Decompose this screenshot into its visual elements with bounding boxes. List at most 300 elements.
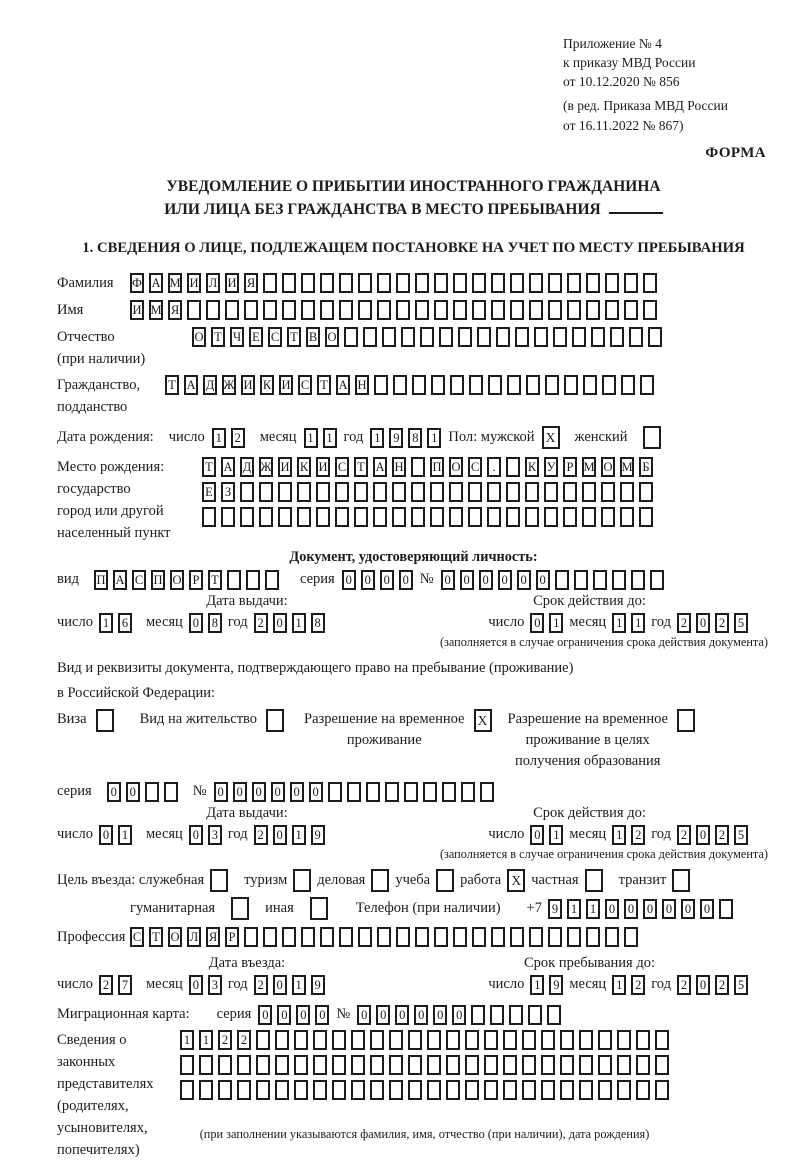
form-cell[interactable] <box>434 927 448 947</box>
form-cell[interactable]: 0 <box>252 782 266 802</box>
form-cell[interactable] <box>574 570 588 590</box>
form-cell[interactable] <box>553 327 567 347</box>
form-cell[interactable] <box>446 1030 460 1050</box>
form-cell[interactable] <box>225 300 239 320</box>
form-cell[interactable] <box>487 482 501 502</box>
form-cell[interactable]: Б <box>639 457 653 477</box>
form-cell[interactable] <box>496 327 510 347</box>
form-cell[interactable]: О <box>192 327 206 347</box>
form-cell[interactable]: Ж <box>259 457 273 477</box>
form-cell[interactable]: 2 <box>99 975 113 995</box>
form-cell[interactable]: 1 <box>586 899 600 919</box>
form-cell[interactable] <box>529 273 543 293</box>
form-cell[interactable] <box>453 273 467 293</box>
form-cell[interactable] <box>567 300 581 320</box>
form-cell[interactable] <box>363 327 377 347</box>
form-cell[interactable] <box>294 1080 308 1100</box>
form-cell[interactable] <box>339 927 353 947</box>
form-cell[interactable] <box>465 1080 479 1100</box>
form-cell[interactable]: 0 <box>290 782 304 802</box>
form-cell[interactable]: 1 <box>549 613 563 633</box>
form-cell[interactable] <box>639 507 653 527</box>
form-cell[interactable]: И <box>241 375 255 395</box>
form-cell[interactable] <box>328 782 342 802</box>
form-cell[interactable] <box>487 507 501 527</box>
form-cell[interactable] <box>506 507 520 527</box>
form-cell[interactable]: М <box>620 457 634 477</box>
form-cell[interactable] <box>427 1055 441 1075</box>
visa-checkbox[interactable] <box>96 709 114 732</box>
form-cell[interactable] <box>237 1055 251 1075</box>
form-cell[interactable] <box>430 507 444 527</box>
form-cell[interactable] <box>389 1055 403 1075</box>
form-cell[interactable] <box>237 1080 251 1100</box>
form-cell[interactable]: Р <box>563 457 577 477</box>
form-cell[interactable] <box>415 927 429 947</box>
form-cell[interactable]: 0 <box>296 1005 310 1025</box>
form-cell[interactable] <box>347 782 361 802</box>
form-cell[interactable] <box>472 273 486 293</box>
form-cell[interactable]: 8 <box>208 613 222 633</box>
form-cell[interactable]: 1 <box>292 825 306 845</box>
form-cell[interactable]: В <box>306 327 320 347</box>
form-cell[interactable] <box>591 327 605 347</box>
form-cell[interactable] <box>408 1030 422 1050</box>
form-cell[interactable] <box>522 1055 536 1075</box>
form-cell[interactable] <box>374 375 388 395</box>
purpose-private-checkbox[interactable] <box>585 869 603 892</box>
form-cell[interactable] <box>465 1030 479 1050</box>
form-cell[interactable]: И <box>225 273 239 293</box>
form-cell[interactable]: А <box>149 273 163 293</box>
form-cell[interactable]: О <box>449 457 463 477</box>
form-cell[interactable]: О <box>168 927 182 947</box>
form-cell[interactable]: 2 <box>631 975 645 995</box>
form-cell[interactable] <box>490 1005 504 1025</box>
form-cell[interactable]: 0 <box>273 975 287 995</box>
form-cell[interactable]: Р <box>189 570 203 590</box>
form-cell[interactable] <box>335 507 349 527</box>
form-cell[interactable]: 2 <box>631 825 645 845</box>
form-cell[interactable] <box>450 375 464 395</box>
form-cell[interactable] <box>586 927 600 947</box>
form-cell[interactable] <box>256 1030 270 1050</box>
form-cell[interactable] <box>420 327 434 347</box>
form-cell[interactable]: 2 <box>677 975 691 995</box>
form-cell[interactable] <box>643 300 657 320</box>
sex-male-checkbox[interactable]: X <box>542 426 560 449</box>
form-cell[interactable]: 1 <box>180 1030 194 1050</box>
form-cell[interactable] <box>377 300 391 320</box>
form-cell[interactable] <box>377 927 391 947</box>
form-cell[interactable] <box>332 1080 346 1100</box>
form-cell[interactable]: 0 <box>452 1005 466 1025</box>
form-cell[interactable]: 0 <box>662 899 676 919</box>
form-cell[interactable]: А <box>221 457 235 477</box>
form-cell[interactable] <box>636 1080 650 1100</box>
form-cell[interactable] <box>655 1055 669 1075</box>
form-cell[interactable]: 8 <box>311 613 325 633</box>
form-cell[interactable]: 1 <box>549 825 563 845</box>
form-cell[interactable]: М <box>168 273 182 293</box>
form-cell[interactable]: 0 <box>700 899 714 919</box>
form-cell[interactable]: Р <box>225 927 239 947</box>
form-cell[interactable] <box>528 1005 542 1025</box>
form-cell[interactable] <box>392 507 406 527</box>
form-cell[interactable]: 0 <box>107 782 121 802</box>
form-cell[interactable]: Т <box>287 327 301 347</box>
form-cell[interactable] <box>282 300 296 320</box>
form-cell[interactable]: К <box>297 457 311 477</box>
form-cell[interactable]: 9 <box>311 825 325 845</box>
form-cell[interactable] <box>563 482 577 502</box>
form-cell[interactable] <box>548 927 562 947</box>
form-cell[interactable] <box>344 327 358 347</box>
form-cell[interactable]: 0 <box>498 570 512 590</box>
form-cell[interactable] <box>579 1030 593 1050</box>
form-cell[interactable] <box>396 927 410 947</box>
form-cell[interactable] <box>650 570 664 590</box>
form-cell[interactable]: 9 <box>311 975 325 995</box>
form-cell[interactable] <box>648 327 662 347</box>
form-cell[interactable] <box>453 300 467 320</box>
form-cell[interactable]: 0 <box>530 825 544 845</box>
form-cell[interactable] <box>525 482 539 502</box>
form-cell[interactable]: 2 <box>231 428 245 448</box>
form-cell[interactable]: 0 <box>696 825 710 845</box>
form-cell[interactable]: 1 <box>612 613 626 633</box>
form-cell[interactable]: Е <box>249 327 263 347</box>
form-cell[interactable]: 5 <box>734 613 748 633</box>
form-cell[interactable]: 5 <box>734 825 748 845</box>
form-cell[interactable] <box>411 507 425 527</box>
form-cell[interactable] <box>620 482 634 502</box>
form-cell[interactable] <box>164 782 178 802</box>
form-cell[interactable] <box>510 300 524 320</box>
purpose-official-checkbox[interactable] <box>210 869 228 892</box>
form-cell[interactable]: Я <box>244 273 258 293</box>
form-cell[interactable] <box>449 507 463 527</box>
form-cell[interactable] <box>412 375 426 395</box>
form-cell[interactable] <box>294 1055 308 1075</box>
form-cell[interactable]: 3 <box>208 825 222 845</box>
form-cell[interactable] <box>468 482 482 502</box>
form-cell[interactable] <box>354 507 368 527</box>
form-cell[interactable]: 1 <box>427 428 441 448</box>
form-cell[interactable]: 2 <box>715 825 729 845</box>
form-cell[interactable]: Е <box>202 482 216 502</box>
form-cell[interactable] <box>480 782 494 802</box>
form-cell[interactable] <box>541 1030 555 1050</box>
form-cell[interactable] <box>446 1080 460 1100</box>
form-cell[interactable] <box>373 507 387 527</box>
form-cell[interactable] <box>256 1055 270 1075</box>
form-cell[interactable]: С <box>130 927 144 947</box>
form-cell[interactable]: 0 <box>460 570 474 590</box>
form-cell[interactable]: 9 <box>548 899 562 919</box>
form-cell[interactable] <box>434 273 448 293</box>
form-cell[interactable]: П <box>430 457 444 477</box>
form-cell[interactable]: Ф <box>130 273 144 293</box>
form-cell[interactable] <box>320 927 334 947</box>
form-cell[interactable] <box>227 570 241 590</box>
form-cell[interactable]: С <box>468 457 482 477</box>
form-cell[interactable]: 2 <box>254 975 268 995</box>
form-cell[interactable] <box>567 273 581 293</box>
form-cell[interactable]: 1 <box>567 899 581 919</box>
form-cell[interactable] <box>541 1055 555 1075</box>
form-cell[interactable] <box>278 482 292 502</box>
form-cell[interactable]: Т <box>149 927 163 947</box>
form-cell[interactable]: О <box>601 457 615 477</box>
form-cell[interactable] <box>275 1055 289 1075</box>
form-cell[interactable] <box>202 507 216 527</box>
form-cell[interactable] <box>491 927 505 947</box>
form-cell[interactable] <box>297 482 311 502</box>
form-cell[interactable] <box>503 1055 517 1075</box>
form-cell[interactable] <box>621 375 635 395</box>
form-cell[interactable] <box>631 570 645 590</box>
form-cell[interactable] <box>320 273 334 293</box>
form-cell[interactable] <box>624 300 638 320</box>
form-cell[interactable]: И <box>316 457 330 477</box>
form-cell[interactable] <box>510 273 524 293</box>
form-cell[interactable] <box>244 300 258 320</box>
form-cell[interactable] <box>263 273 277 293</box>
form-cell[interactable] <box>624 273 638 293</box>
form-cell[interactable] <box>282 273 296 293</box>
form-cell[interactable] <box>430 482 444 502</box>
form-cell[interactable] <box>370 1055 384 1075</box>
form-cell[interactable]: 7 <box>118 975 132 995</box>
form-cell[interactable]: 0 <box>309 782 323 802</box>
form-cell[interactable] <box>206 300 220 320</box>
form-cell[interactable]: 0 <box>342 570 356 590</box>
purpose-study-checkbox[interactable] <box>436 869 454 892</box>
sex-female-checkbox[interactable] <box>643 426 661 449</box>
form-cell[interactable] <box>389 1080 403 1100</box>
form-cell[interactable] <box>404 782 418 802</box>
form-cell[interactable] <box>453 927 467 947</box>
form-cell[interactable]: 1 <box>199 1030 213 1050</box>
form-cell[interactable] <box>506 482 520 502</box>
form-cell[interactable]: 0 <box>273 825 287 845</box>
form-cell[interactable]: М <box>582 457 596 477</box>
form-cell[interactable] <box>624 927 638 947</box>
form-cell[interactable]: 1 <box>631 613 645 633</box>
form-cell[interactable] <box>560 1080 574 1100</box>
form-cell[interactable]: Т <box>202 457 216 477</box>
form-cell[interactable] <box>545 375 559 395</box>
form-cell[interactable] <box>465 1055 479 1075</box>
form-cell[interactable] <box>491 273 505 293</box>
form-cell[interactable] <box>598 1055 612 1075</box>
form-cell[interactable] <box>582 507 596 527</box>
form-cell[interactable]: П <box>94 570 108 590</box>
form-cell[interactable] <box>265 570 279 590</box>
form-cell[interactable] <box>583 375 597 395</box>
form-cell[interactable] <box>643 273 657 293</box>
form-cell[interactable]: Д <box>203 375 217 395</box>
form-cell[interactable]: Ж <box>222 375 236 395</box>
form-cell[interactable]: 0 <box>605 899 619 919</box>
form-cell[interactable]: 2 <box>715 613 729 633</box>
form-cell[interactable] <box>408 1080 422 1100</box>
form-cell[interactable]: Т <box>165 375 179 395</box>
form-cell[interactable] <box>640 375 654 395</box>
purpose-business-checkbox[interactable] <box>371 869 389 892</box>
form-cell[interactable]: 3 <box>208 975 222 995</box>
form-cell[interactable]: 0 <box>214 782 228 802</box>
temp-residence-checkbox[interactable]: X <box>474 709 492 732</box>
form-cell[interactable] <box>427 1080 441 1100</box>
form-cell[interactable]: Т <box>208 570 222 590</box>
form-cell[interactable] <box>434 300 448 320</box>
form-cell[interactable] <box>529 927 543 947</box>
form-cell[interactable] <box>484 1055 498 1075</box>
form-cell[interactable]: Д <box>240 457 254 477</box>
form-cell[interactable] <box>601 507 615 527</box>
form-cell[interactable] <box>358 300 372 320</box>
form-cell[interactable]: 0 <box>643 899 657 919</box>
form-cell[interactable] <box>586 300 600 320</box>
form-cell[interactable]: 0 <box>433 1005 447 1025</box>
form-cell[interactable] <box>602 375 616 395</box>
form-cell[interactable] <box>351 1080 365 1100</box>
form-cell[interactable] <box>636 1055 650 1075</box>
form-cell[interactable]: Т <box>354 457 368 477</box>
form-cell[interactable]: Т <box>317 375 331 395</box>
form-cell[interactable] <box>655 1030 669 1050</box>
form-cell[interactable] <box>506 457 520 477</box>
form-cell[interactable]: 0 <box>273 613 287 633</box>
form-cell[interactable] <box>605 927 619 947</box>
form-cell[interactable] <box>313 1030 327 1050</box>
form-cell[interactable] <box>488 375 502 395</box>
form-cell[interactable] <box>278 507 292 527</box>
form-cell[interactable] <box>617 1055 631 1075</box>
form-cell[interactable] <box>263 300 277 320</box>
form-cell[interactable] <box>544 482 558 502</box>
form-cell[interactable]: А <box>373 457 387 477</box>
form-cell[interactable] <box>639 482 653 502</box>
form-cell[interactable] <box>612 570 626 590</box>
form-cell[interactable] <box>567 927 581 947</box>
form-cell[interactable] <box>187 300 201 320</box>
form-cell[interactable] <box>526 375 540 395</box>
form-cell[interactable] <box>351 1055 365 1075</box>
form-cell[interactable] <box>401 327 415 347</box>
form-cell[interactable] <box>620 507 634 527</box>
form-cell[interactable] <box>617 1080 631 1100</box>
form-cell[interactable] <box>547 1005 561 1025</box>
form-cell[interactable]: 0 <box>395 1005 409 1025</box>
form-cell[interactable] <box>339 273 353 293</box>
form-cell[interactable]: Л <box>206 273 220 293</box>
form-cell[interactable] <box>468 507 482 527</box>
form-cell[interactable] <box>555 570 569 590</box>
form-cell[interactable] <box>396 300 410 320</box>
purpose-work-checkbox[interactable]: X <box>507 869 525 892</box>
form-cell[interactable]: 0 <box>189 975 203 995</box>
form-cell[interactable] <box>598 1030 612 1050</box>
form-cell[interactable] <box>301 927 315 947</box>
form-cell[interactable]: 8 <box>408 428 422 448</box>
form-cell[interactable] <box>275 1030 289 1050</box>
form-cell[interactable] <box>449 482 463 502</box>
form-cell[interactable] <box>259 507 273 527</box>
form-cell[interactable]: З <box>221 482 235 502</box>
form-cell[interactable]: М <box>149 300 163 320</box>
form-cell[interactable] <box>541 1080 555 1100</box>
purpose-tourism-checkbox[interactable] <box>293 869 311 892</box>
form-cell[interactable] <box>332 1030 346 1050</box>
form-cell[interactable]: 2 <box>677 613 691 633</box>
form-cell[interactable]: С <box>335 457 349 477</box>
form-cell[interactable] <box>446 1055 460 1075</box>
form-cell[interactable] <box>246 570 260 590</box>
form-cell[interactable] <box>593 570 607 590</box>
purpose-humanitarian-checkbox[interactable] <box>231 897 249 920</box>
form-cell[interactable] <box>180 1055 194 1075</box>
form-cell[interactable]: 0 <box>536 570 550 590</box>
form-cell[interactable]: Н <box>355 375 369 395</box>
form-cell[interactable] <box>484 1080 498 1100</box>
form-cell[interactable]: 1 <box>304 428 318 448</box>
form-cell[interactable]: И <box>278 457 292 477</box>
form-cell[interactable]: 0 <box>99 825 113 845</box>
purpose-other-checkbox[interactable] <box>310 897 328 920</box>
form-cell[interactable] <box>301 300 315 320</box>
form-cell[interactable] <box>423 782 437 802</box>
form-cell[interactable] <box>297 507 311 527</box>
form-cell[interactable]: Я <box>168 300 182 320</box>
form-cell[interactable]: 0 <box>189 825 203 845</box>
form-cell[interactable]: 2 <box>237 1030 251 1050</box>
form-cell[interactable] <box>396 273 410 293</box>
form-cell[interactable]: 6 <box>118 613 132 633</box>
form-cell[interactable]: С <box>298 375 312 395</box>
form-cell[interactable] <box>385 782 399 802</box>
form-cell[interactable]: 0 <box>479 570 493 590</box>
form-cell[interactable] <box>377 273 391 293</box>
form-cell[interactable] <box>719 899 733 919</box>
form-cell[interactable]: 0 <box>696 613 710 633</box>
form-cell[interactable]: Л <box>187 927 201 947</box>
form-cell[interactable]: О <box>170 570 184 590</box>
form-cell[interactable] <box>382 327 396 347</box>
form-cell[interactable] <box>655 1080 669 1100</box>
form-cell[interactable]: Н <box>392 457 406 477</box>
form-cell[interactable]: 2 <box>677 825 691 845</box>
form-cell[interactable] <box>411 482 425 502</box>
form-cell[interactable] <box>605 273 619 293</box>
form-cell[interactable] <box>563 507 577 527</box>
form-cell[interactable] <box>598 1080 612 1100</box>
form-cell[interactable] <box>259 482 273 502</box>
form-cell[interactable] <box>509 1005 523 1025</box>
form-cell[interactable]: 0 <box>399 570 413 590</box>
form-cell[interactable]: А <box>336 375 350 395</box>
form-cell[interactable] <box>525 507 539 527</box>
form-cell[interactable] <box>564 375 578 395</box>
form-cell[interactable] <box>636 1030 650 1050</box>
form-cell[interactable] <box>472 300 486 320</box>
form-cell[interactable] <box>582 482 596 502</box>
form-cell[interactable]: 0 <box>530 613 544 633</box>
form-cell[interactable] <box>629 327 643 347</box>
form-cell[interactable] <box>199 1080 213 1100</box>
